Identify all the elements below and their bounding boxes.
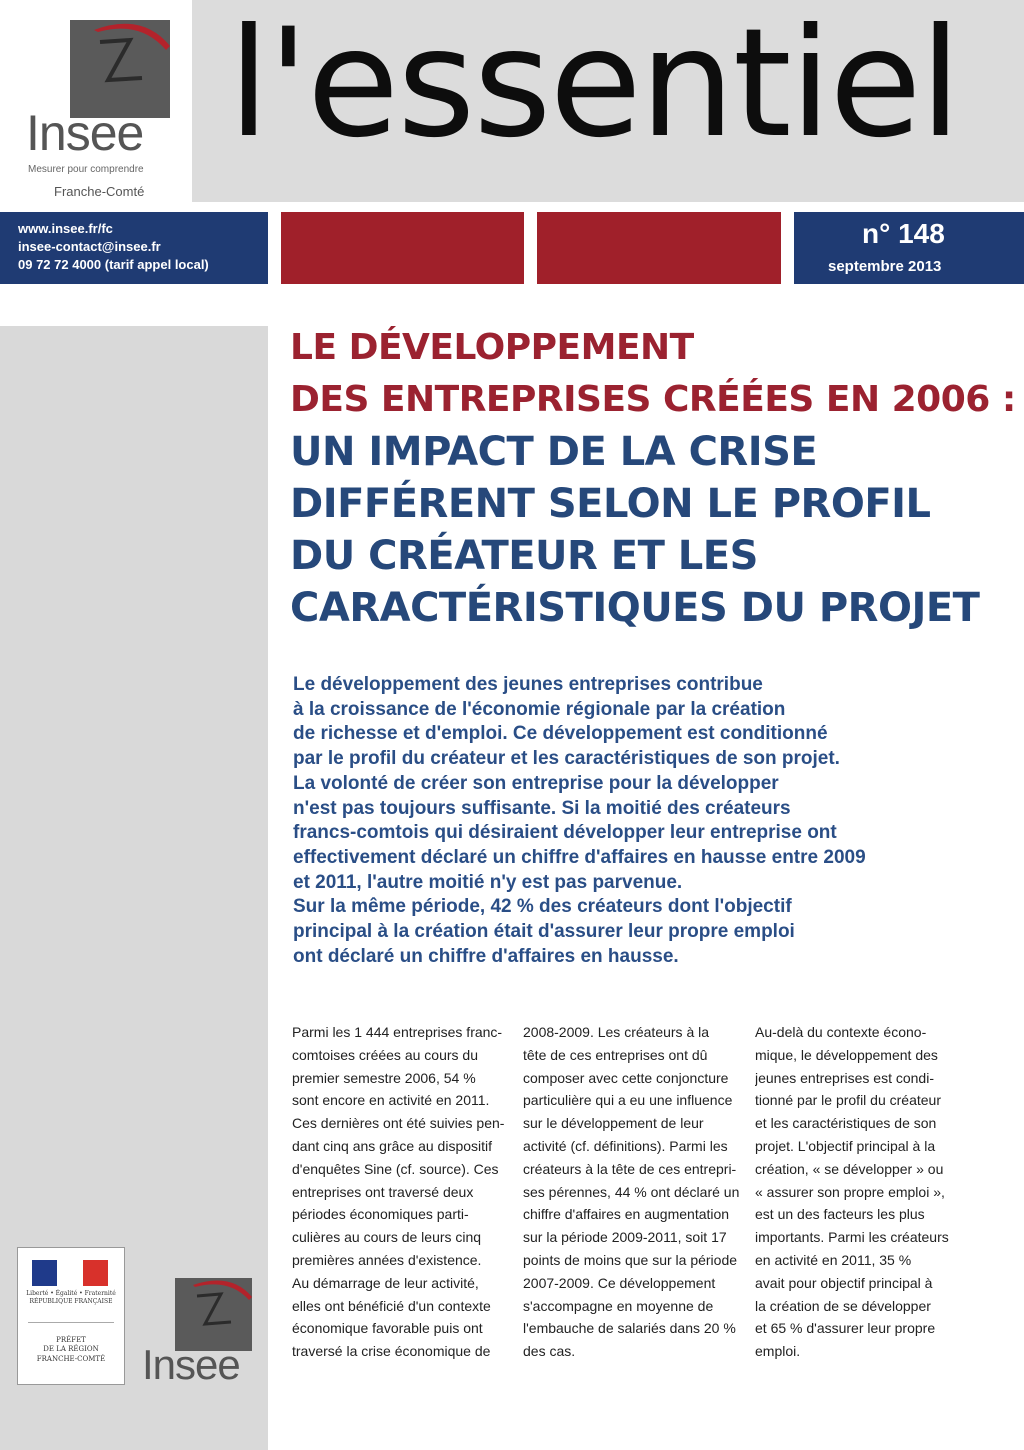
body-line: dant cinq ans grâce au dispositif: [292, 1137, 493, 1154]
body-line: activité (cf. définitions). Parmi les: [523, 1137, 728, 1154]
body-line: premier semestre 2006, 54 %: [292, 1069, 476, 1086]
decorative-red-bar: [281, 212, 524, 284]
body-line: Ces dernières ont été suivies pen-: [292, 1115, 505, 1132]
body-line: elles ont bénéficié d'un contexte: [292, 1297, 491, 1314]
issue-number: n° 148: [862, 218, 945, 249]
french-flag-icon: [32, 1260, 108, 1286]
summary-line: Sur la même période, 42 % des créateurs dont l'objectif: [293, 896, 792, 918]
body-line: sur le développement de leur: [523, 1115, 704, 1132]
republic-motto: Liberté • Égalité • Fraternité RÉPUBLIQUE FRANÇAISE: [26, 1290, 116, 1306]
article-headline: [290, 322, 1016, 634]
body-line: comtoises créées au cours du: [292, 1046, 478, 1063]
insee-logo-word: Insee: [26, 105, 144, 161]
body-line: des cas.: [523, 1343, 576, 1360]
prefect-label: PRÉFET DE LA RÉGION FRANCHE-COMTÉ: [36, 1336, 106, 1363]
body-line: et 65 % d'assurer leur propre: [755, 1320, 936, 1337]
email-link[interactable]: insee-contact@insee.fr: [18, 239, 161, 254]
website-link[interactable]: www.insee.fr/fc: [18, 221, 113, 236]
insee-tagline: Mesurer pour comprendre: [28, 164, 144, 175]
body-line: projet. L'objectif principal à la: [755, 1137, 936, 1154]
summary-paragraph: [293, 673, 983, 969]
insee-footer-logo-word: Insee: [142, 1341, 240, 1388]
body-line: 2007-2009. Ce développement: [523, 1274, 716, 1291]
body-line: d'enquêtes Sine (cf. source). Ces: [292, 1160, 499, 1177]
decorative-red-bar: [537, 212, 781, 284]
body-line: Au démarrage de leur activité,: [292, 1274, 479, 1291]
body-line: composer avec cette conjoncture: [523, 1069, 729, 1086]
headline-line: DIFFÉRENT SELON LE PROFIL: [290, 481, 931, 527]
body-line: Parmi les 1 444 entreprises franc-: [292, 1024, 503, 1040]
body-line: l'embauche de salariés dans 20 %: [523, 1320, 736, 1337]
body-line: la création de se développer: [755, 1297, 931, 1314]
summary-line: francs-comtois qui désiraient développer leur entreprise ont: [293, 822, 837, 844]
summary-line: à la croissance de l'économie régionale par la création: [293, 698, 786, 720]
publication-title: l'essentiel: [228, 0, 960, 171]
body-line: premières années d'existence.: [292, 1251, 482, 1268]
phone-number: 09 72 72 4000 (tarif appel local): [18, 257, 209, 272]
body-line: emploi.: [755, 1343, 801, 1360]
summary-line: ont déclaré un chiffre d'affaires en hausse.: [293, 945, 679, 967]
summary-line: La volonté de créer son entreprise pour la développer: [293, 772, 779, 794]
insee-region: Franche-Comté: [54, 184, 145, 199]
body-line: tionné par le profil du créateur: [755, 1092, 941, 1109]
summary-line: par le profil du créateur et les caractéristiques de son projet.: [293, 748, 840, 770]
summary-line: de richesse et d'emploi. Ce développement est conditionné: [293, 723, 828, 745]
masthead-band: [0, 0, 1024, 202]
body-line: création, « se développer » ou: [755, 1160, 944, 1177]
body-line: jeunes entreprises est condi-: [755, 1069, 934, 1086]
summary-line: effectivement déclaré un chiffre d'affaires en hausse entre 2009: [293, 846, 866, 868]
insee-logo-mark-icon: [70, 20, 170, 118]
body-column-2: [523, 1021, 739, 1363]
prefecture-logo: [17, 1247, 125, 1385]
body-line: Au-delà du contexte écono-: [755, 1024, 927, 1040]
summary-line: Le développement des jeunes entreprises contribue: [293, 674, 763, 695]
headline-line: DES ENTREPRISES CRÉÉES EN 2006 :: [290, 379, 1016, 420]
headline-line: DU CRÉATEUR ET LES: [290, 533, 758, 579]
body-line: économique favorable puis ont: [292, 1320, 483, 1337]
body-line: est un des facteurs les plus: [755, 1206, 925, 1223]
body-line: entreprises ont traversé deux: [292, 1183, 474, 1200]
body-line: culières au cours de leurs cinq: [292, 1229, 482, 1246]
body-column-3: [755, 1021, 971, 1363]
issue-bar: [794, 212, 1024, 284]
insee-logo[interactable]: [0, 0, 192, 202]
issue-date: septembre 2013: [828, 258, 942, 275]
body-line: et les caractéristiques de son: [755, 1115, 937, 1132]
body-line: créateurs à la tête de ces entrepri-: [523, 1160, 737, 1177]
body-line: « assurer son propre emploi »,: [755, 1183, 945, 1200]
summary-line: n'est pas toujours suffisante. Si la moitié des créateurs: [293, 797, 791, 819]
body-line: sont encore en activité en 2011.: [292, 1092, 490, 1109]
body-line: chiffre d'affaires en augmentation: [523, 1206, 730, 1223]
body-line: périodes économiques parti-: [292, 1206, 469, 1223]
body-line: ses pérennes, 44 % ont déclaré un: [523, 1183, 739, 1200]
body-line: en activité en 2011, 35 %: [755, 1251, 912, 1268]
body-line: tête de ces entreprises ont dû: [523, 1046, 708, 1063]
body-column-1: [292, 1021, 508, 1363]
headline-line: UN IMPACT DE LA CRISE: [290, 429, 818, 475]
summary-line: et 2011, l'autre moitié n'y est pas parvenue.: [293, 871, 683, 893]
headline-line: LE DÉVELOPPEMENT: [290, 327, 694, 368]
body-line: sur la période 2009-2011, soit 17: [523, 1229, 727, 1246]
contact-bar: [0, 212, 268, 284]
body-line: traversé la crise économique de: [292, 1343, 491, 1360]
body-line: avait pour objectif principal à: [755, 1274, 933, 1291]
summary-line: principal à la création était d'assurer leur propre emploi: [293, 921, 795, 943]
headline-line: CARACTÉRISTIQUES DU PROJET: [290, 585, 980, 631]
body-line: importants. Parmi les créateurs: [755, 1229, 949, 1246]
body-line: particulière qui a eu une influence: [523, 1092, 733, 1109]
body-line: mique, le développement des: [755, 1046, 938, 1063]
body-line: s'accompagne en moyenne de: [523, 1297, 714, 1314]
body-line: points de moins que sur la période: [523, 1251, 738, 1268]
divider: [28, 1322, 114, 1323]
body-line: 2008-2009. Les créateurs à la: [523, 1024, 710, 1040]
